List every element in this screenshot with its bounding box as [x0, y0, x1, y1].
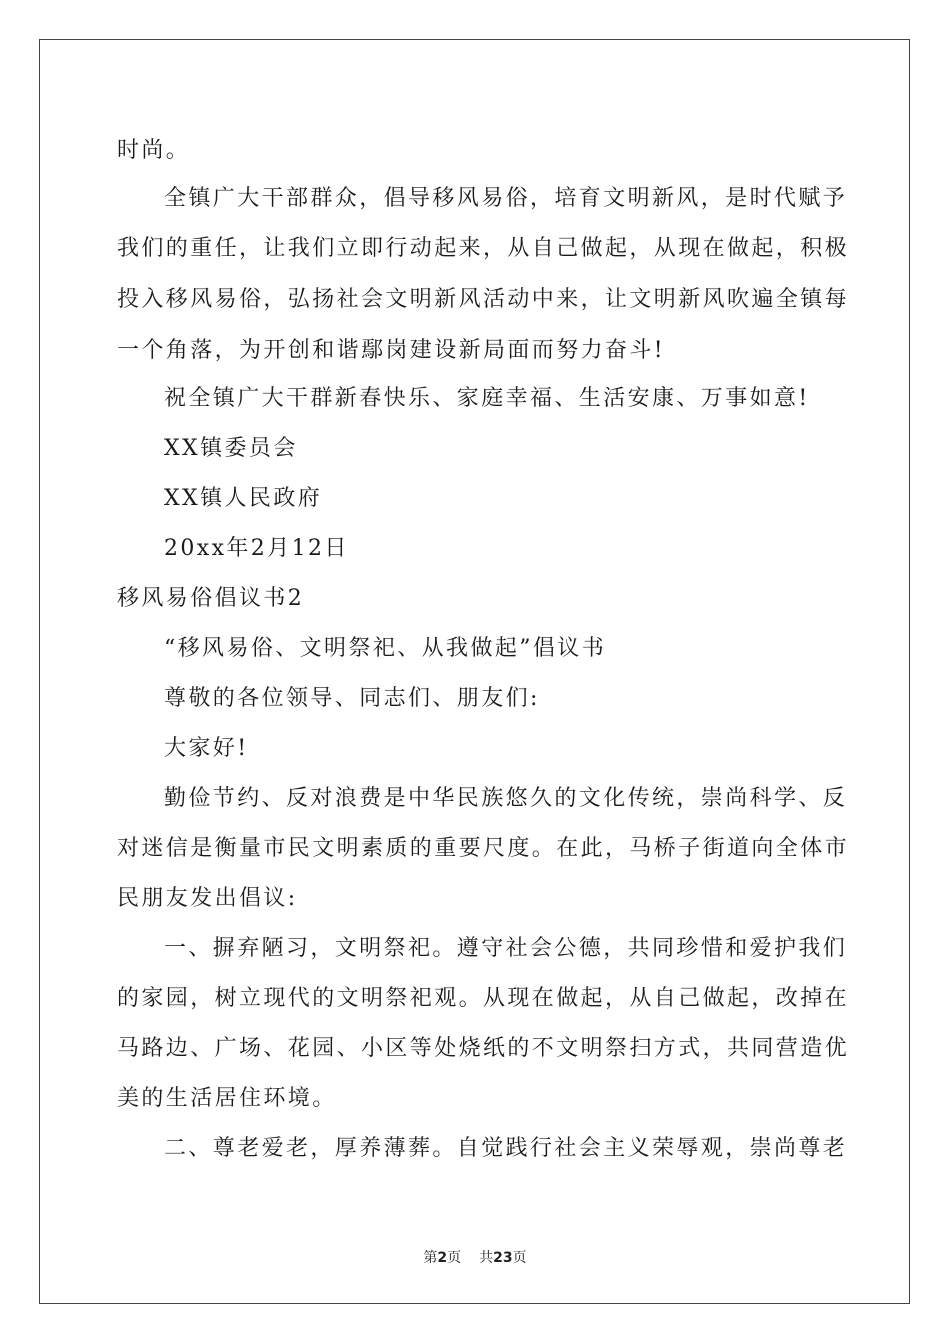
proposal-title: “移风易俗、文明祭祀、从我做起”倡议书 — [164, 636, 607, 661]
total-suffix: 页 — [512, 1250, 527, 1266]
paragraph-line: 的家园，树立现代的文明祭祀观。从现在做起，从自己做起，改掉在 — [117, 986, 850, 1011]
paragraph-line: 一、摒弃陋习，文明祭祀。遵守社会公德，共同珍惜和爱护我们 — [164, 936, 848, 961]
paragraph-line: 投入移风易俗，弘扬社会文明新风活动中来，让文明新风吹遍全镇每 — [117, 287, 850, 312]
page-border — [39, 39, 910, 1304]
paragraph-line: 民朋友发出倡议: — [117, 886, 298, 911]
paragraph-line: 勤俭节约、反对浪费是中华民族悠久的文化传统，崇尚科学、反 — [164, 786, 848, 811]
page-suffix: 页 — [447, 1250, 462, 1266]
greeting: 大家好! — [164, 736, 249, 761]
page-footer — [0, 1247, 950, 1267]
section-heading: 移风易俗倡议书2 — [117, 586, 305, 611]
page-number: 2 — [437, 1250, 448, 1266]
paragraph-line: 对迷信是衡量市民文明素质的重要尺度。在此，马桥子街道向全体市 — [117, 836, 850, 861]
paragraph-line: 全镇广大干部群众，倡导移风易俗，培育文明新风，是时代赋予 — [164, 186, 848, 211]
total-pages: 23 — [493, 1250, 513, 1266]
paragraph-line: 二、尊老爱老，厚养薄葬。自觉践行社会主义荣辱观，崇尚尊老 — [164, 1136, 848, 1161]
total-prefix: 共 — [479, 1250, 494, 1266]
paragraph-line: 我们的重任，让我们立即行动起来，从自己做起，从现在做起，积极 — [117, 236, 850, 261]
page-prefix: 第 — [423, 1250, 438, 1266]
paragraph-line: 时尚。 — [117, 138, 191, 163]
signature-committee: XX镇委员会 — [164, 436, 298, 461]
paragraph-line: 美的生活居住环境。 — [117, 1086, 337, 1111]
paragraph-line: 马路边、广场、花园、小区等处烧纸的不文明祭扫方式，共同营造优 — [117, 1036, 850, 1061]
paragraph-line: 祝全镇广大干群新春快乐、家庭幸福、生活安康、万事如意! — [164, 386, 810, 411]
paragraph-line: 一个角落，为开创和谐鄢岗建设新局面而努力奋斗! — [117, 338, 666, 363]
signature-date: 20xx年2月12日 — [164, 536, 349, 561]
salutation: 尊敬的各位领导、同志们、朋友们: — [164, 686, 540, 711]
signature-government: XX镇人民政府 — [164, 486, 323, 511]
